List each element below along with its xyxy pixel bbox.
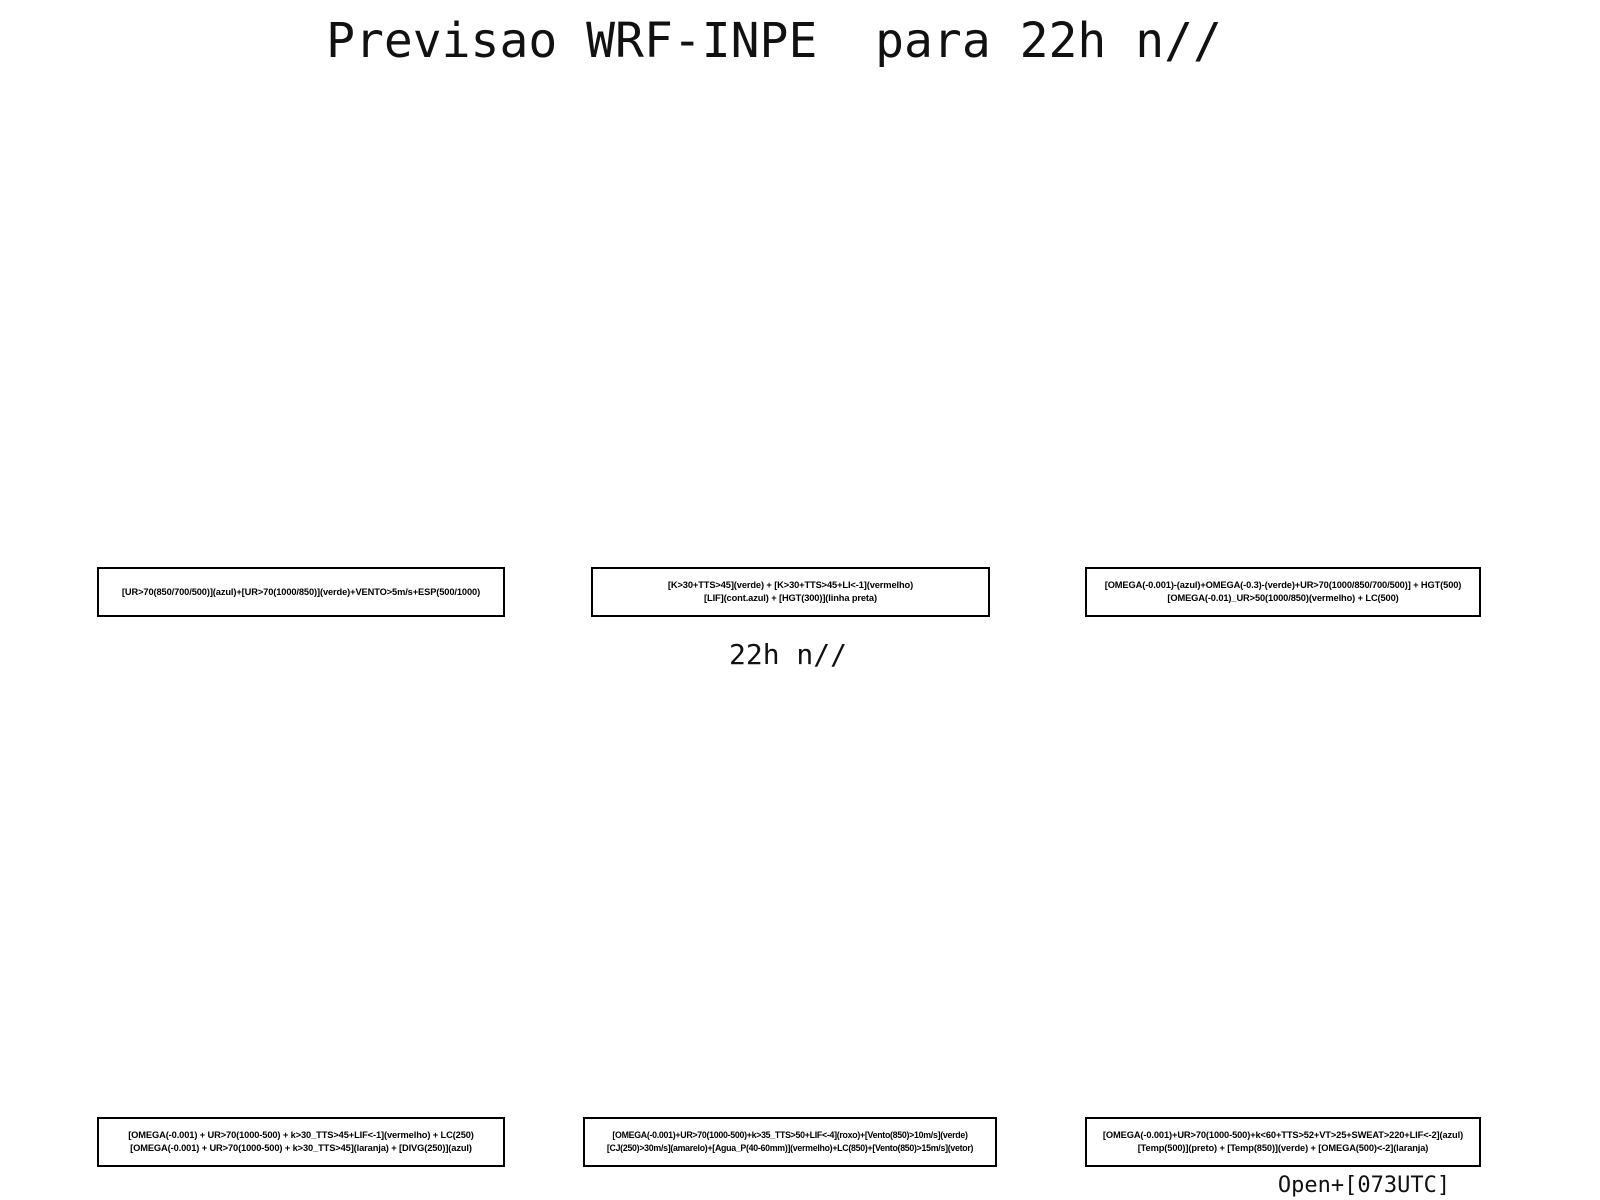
legend-box-top-right bbox=[1085, 567, 1481, 617]
legend-line: [OMEGA(-0.001)+UR>70(1000-500)+k<60+TTS>52+VT>25+SWEAT>220+LIF<-2](azul) bbox=[1102, 1130, 1464, 1140]
legend-line: [Temp(500)](preto) + [Temp(850)](verde) + [OMEGA(500)<-2](laranja) bbox=[1137, 1143, 1429, 1153]
page-title: Previsao WRF-INPE para 22h n// bbox=[326, 13, 1222, 69]
legend-line: [UR>70(850/700/500)](azul)+[UR>70(1000/850)](verde)+VENTO>5m/s+ESP(500/1000) bbox=[121, 586, 481, 597]
forecast-hour-label: 22h n// bbox=[728, 638, 847, 671]
legend-line: [CJ(250)>30m/s](amarelo)+[Agua_P(40-60mm)](vermelho)+LC(850)+[Vento(850)>15m/s](vetor) bbox=[606, 1143, 974, 1153]
legend-box-bottom-left bbox=[97, 1117, 505, 1167]
legend-box-bottom-middle bbox=[583, 1117, 997, 1167]
legend-line: [OMEGA(-0.001)-(azul)+OMEGA(-0.3)-(verde)+UR>70(1000/850/700/500)] + HGT(500) bbox=[1104, 580, 1462, 590]
footer-status-label: Open+[073UTC] bbox=[1277, 1173, 1451, 1198]
legend-box-bottom-right bbox=[1085, 1117, 1481, 1167]
legend-line: [K>30+TTS>45](verde) + [K>30+TTS>45+LI<-1](vermelho) bbox=[667, 580, 914, 590]
legend-line: [OMEGA(-0.001) + UR>70(1000-500) + k>30_TTS>45](laranja) + [DIVG(250)](azul) bbox=[130, 1143, 472, 1153]
legend-line: [OMEGA(-0.01)_UR>50(1000/850)(vermelho) + LC(500) bbox=[1167, 593, 1399, 603]
legend-line: [LIF](cont.azul) + [HGT(300)](linha preta) bbox=[704, 593, 877, 603]
legend-box-top-middle bbox=[591, 567, 990, 617]
legend-line: [OMEGA(-0.001)+UR>70(1000-500)+k>35_TTS>50+LIF<-4](roxo)+[Vento(850)>10m/s](verde) bbox=[612, 1130, 968, 1140]
legend-line: [OMEGA(-0.001) + UR>70(1000-500) + k>30_TTS>45+LIF<-1](vermelho) + LC(250) bbox=[128, 1130, 474, 1140]
legend-box-top-left bbox=[97, 567, 505, 617]
